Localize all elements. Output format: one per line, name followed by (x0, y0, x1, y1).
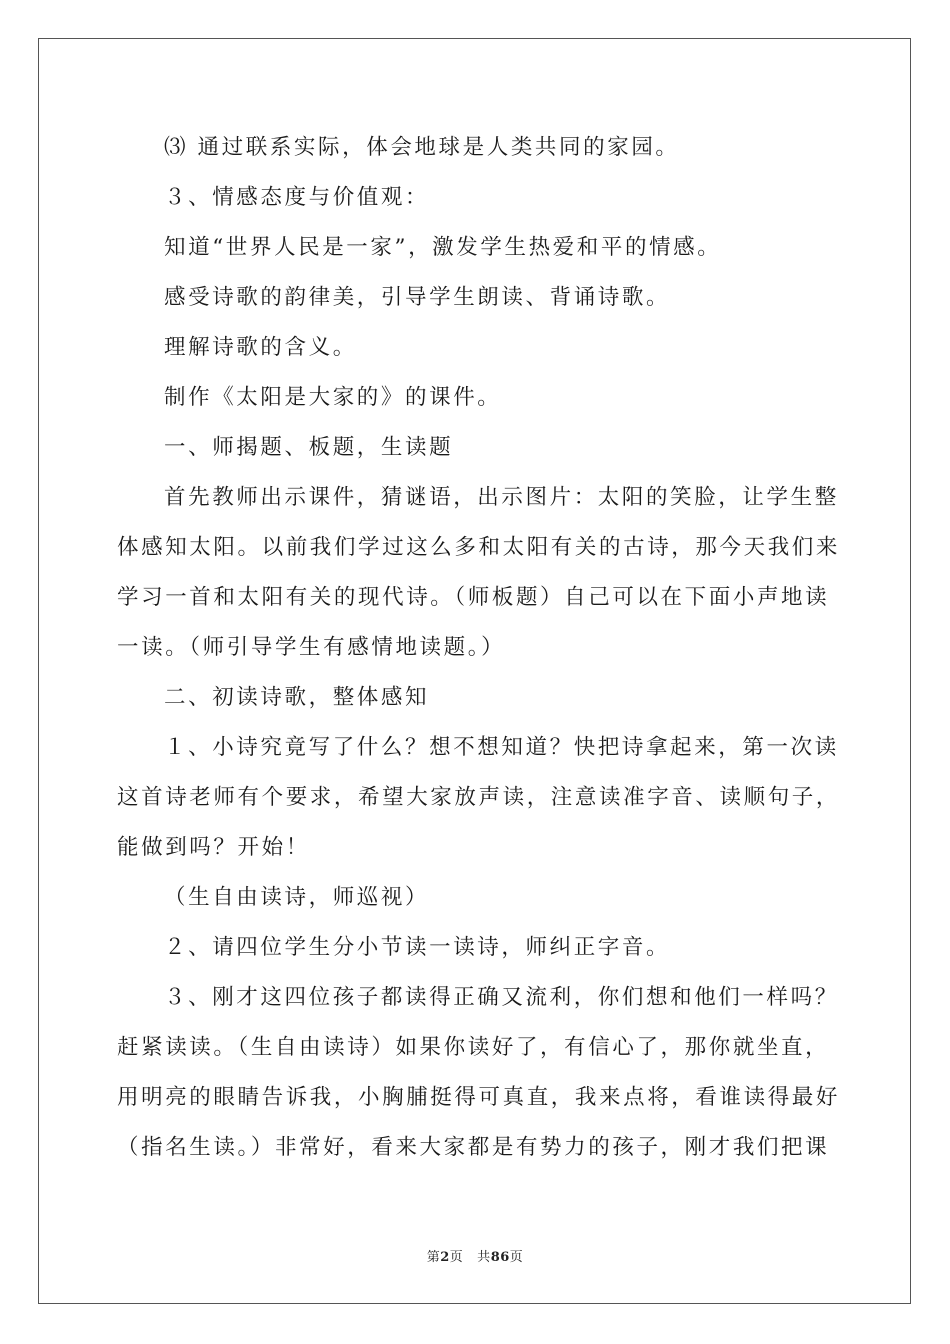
text-line: ⑶ 通过联系实际，体会地球是人类共同的家园。 (164, 135, 680, 160)
text-line: 这首诗老师有个要求，希望大家放声读，注意读准字音、读顺句子， (117, 785, 841, 810)
text-line: ３、刚才这四位孩子都读得正确又流利，你们想和他们一样吗？ (164, 985, 839, 1010)
total-pages: 86 (490, 1250, 510, 1265)
text-line: 理解诗歌的含义。 (164, 335, 357, 360)
page-footer (0, 1246, 950, 1265)
text-line: 学习一首和太阳有关的现代诗。（师板题）自己可以在下面小声地读 (117, 585, 830, 610)
text-line: １、小诗究竟写了什么？想不想知道？快把诗拿起来，第一次读 (164, 735, 839, 760)
text-line: 知道“世界人民是一家”，激发学生热爱和平的情感。 (164, 235, 722, 260)
page-suffix: 页 (449, 1250, 464, 1265)
page-border (38, 38, 911, 1304)
text-line: 一读。（师引导学生有感情地读题。） (117, 635, 506, 660)
total-suffix: 页 (509, 1250, 524, 1265)
text-line: 首先教师出示课件，猜谜语，出示图片：太阳的笑脸，让学生整 (164, 485, 839, 510)
text-line: 体感知太阳。以前我们学过这么多和太阳有关的古诗，那今天我们来 (117, 535, 841, 560)
page-prefix: 第 (426, 1250, 441, 1265)
text-line: （指名生读。）非常好，看来大家都是有势力的孩子，刚才我们把课 (117, 1135, 830, 1160)
total-prefix: 共 (477, 1250, 491, 1265)
section-heading: 一、师揭题、板题，生读题 (164, 435, 454, 460)
section-heading: 二、初读诗歌，整体感知 (164, 685, 430, 710)
text-line: 感受诗歌的韵律美，引导学生朗读、背诵诗歌。 (164, 285, 671, 310)
text-line: 赶紧读读。（生自由读诗）如果你读好了，有信心了，那你就坐直， (117, 1035, 830, 1060)
text-line: ２、请四位学生分小节读一读诗，师纠正字音。 (164, 935, 671, 960)
text-line: 能做到吗？开始！ (117, 835, 310, 860)
page-number: 2 (440, 1250, 450, 1265)
section-heading: ３、情感态度与价值观： (164, 185, 430, 210)
text-line: 用明亮的眼睛告诉我，小胸脯挺得可真直，我来点将，看谁读得最好 (117, 1085, 841, 1110)
text-line: 制作《太阳是大家的》的课件。 (164, 385, 502, 410)
text-line: （生自由读诗，师巡视） (164, 885, 430, 910)
